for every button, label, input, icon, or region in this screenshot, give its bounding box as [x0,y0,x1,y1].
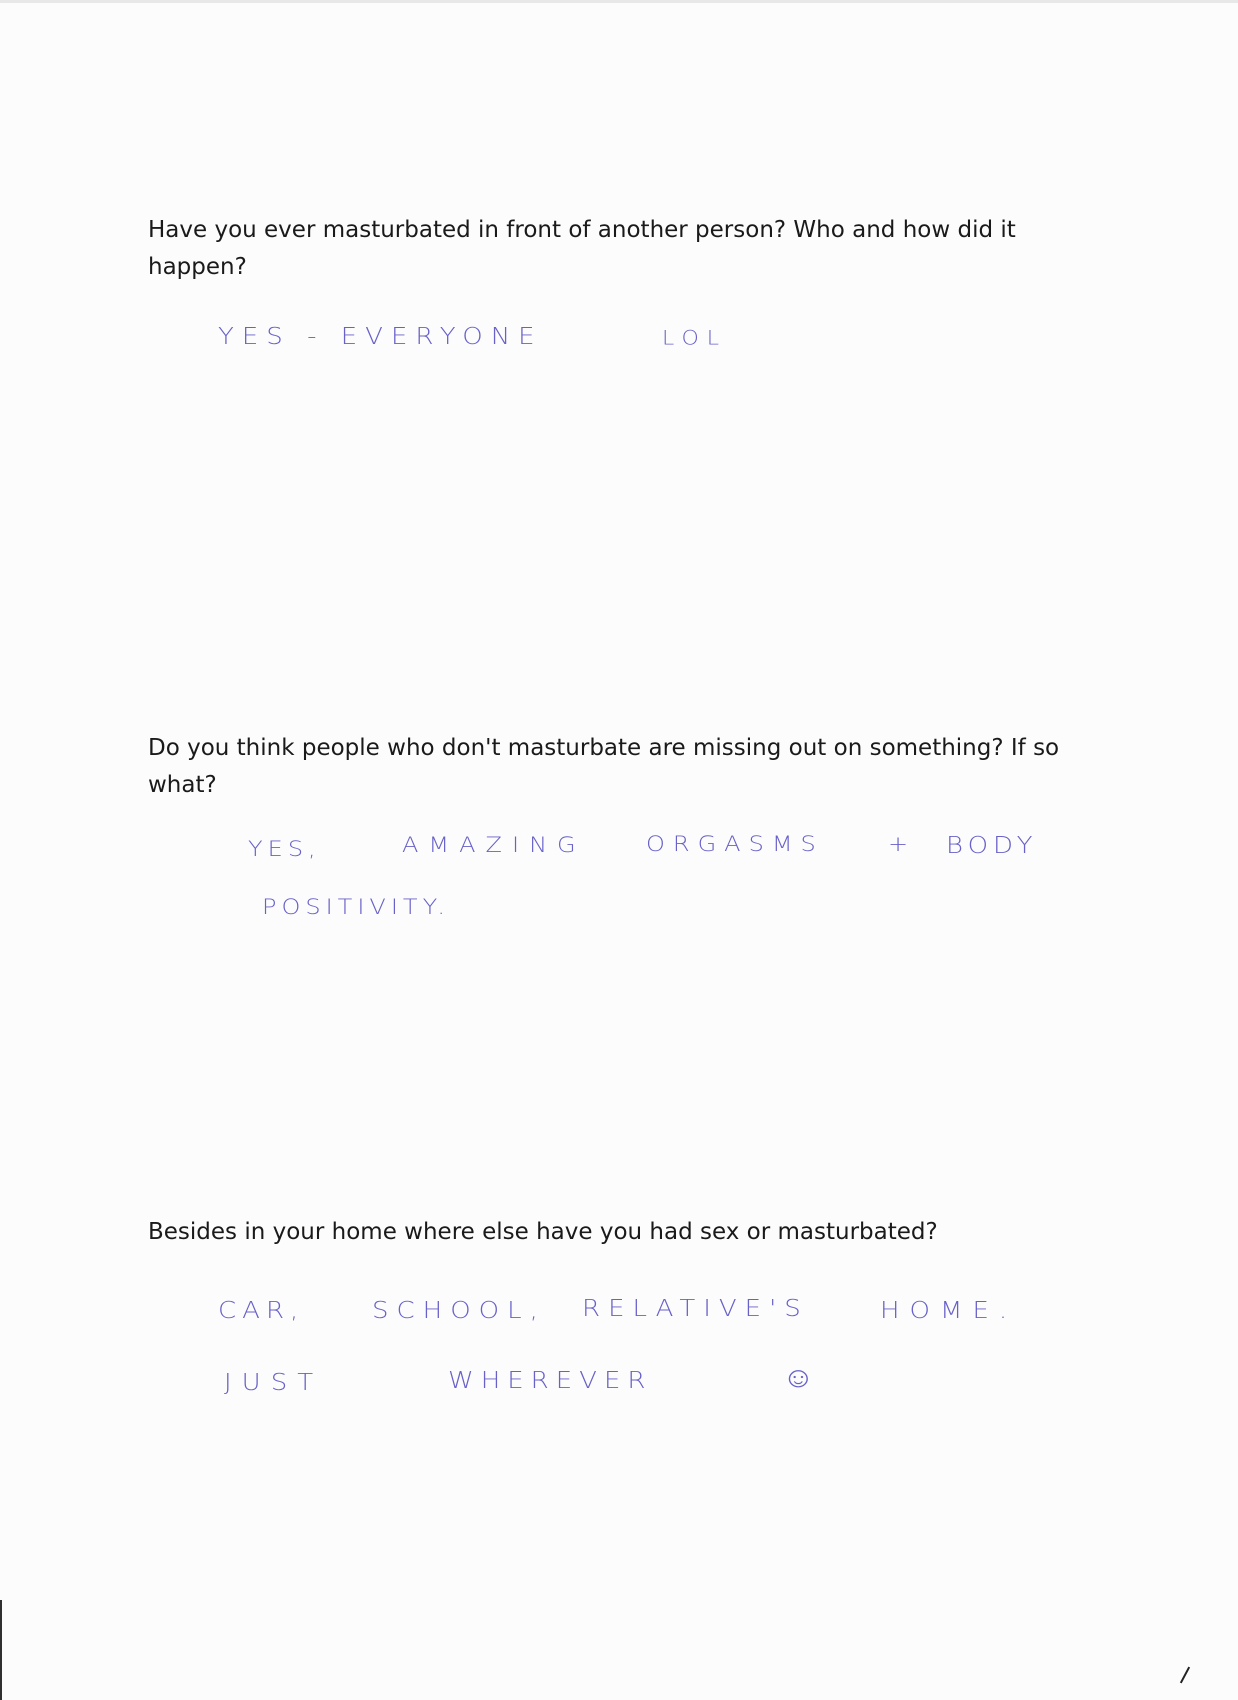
answer-2-handwriting: BODY [946,832,1038,860]
answer-2-handwriting: YES, [248,836,321,862]
answer-2-handwriting: ORGASMS [646,831,824,857]
answer-1-handwriting: LOL [662,327,728,350]
answer-1-handwriting: YES - EVERYONE [218,323,543,351]
answer-2-handwriting: POSITIVITY. [262,894,450,920]
answer-3-handwriting: CAR, [218,1297,305,1325]
answer-3-handwriting: WHEREVER [448,1367,653,1395]
question-1-text: Have you ever masturbated in front of another person? Who and how did it happen? [148,217,1016,280]
scan-edge-top [0,0,1238,3]
answer-3-handwriting: HOME. [880,1297,1018,1325]
scan-edge-left [0,1600,2,1700]
answer-3-handwriting: SCHOOL, [372,1297,546,1325]
answer-3-handwriting: JUST [224,1369,324,1397]
smiley-icon: ☺ [782,1359,815,1395]
answer-3-handwriting: RELATIVE'S [582,1295,809,1323]
answer-2-handwriting: AMAZING [402,832,586,858]
pen-mark [1180,1667,1190,1684]
answer-2-handwriting: + [888,831,918,857]
question-2-text: Do you think people who don't masturbate are missing out on something? If so what? [148,735,1060,798]
question-3-text: Besides in your home where else have you had sex or masturbated? [148,1219,938,1245]
